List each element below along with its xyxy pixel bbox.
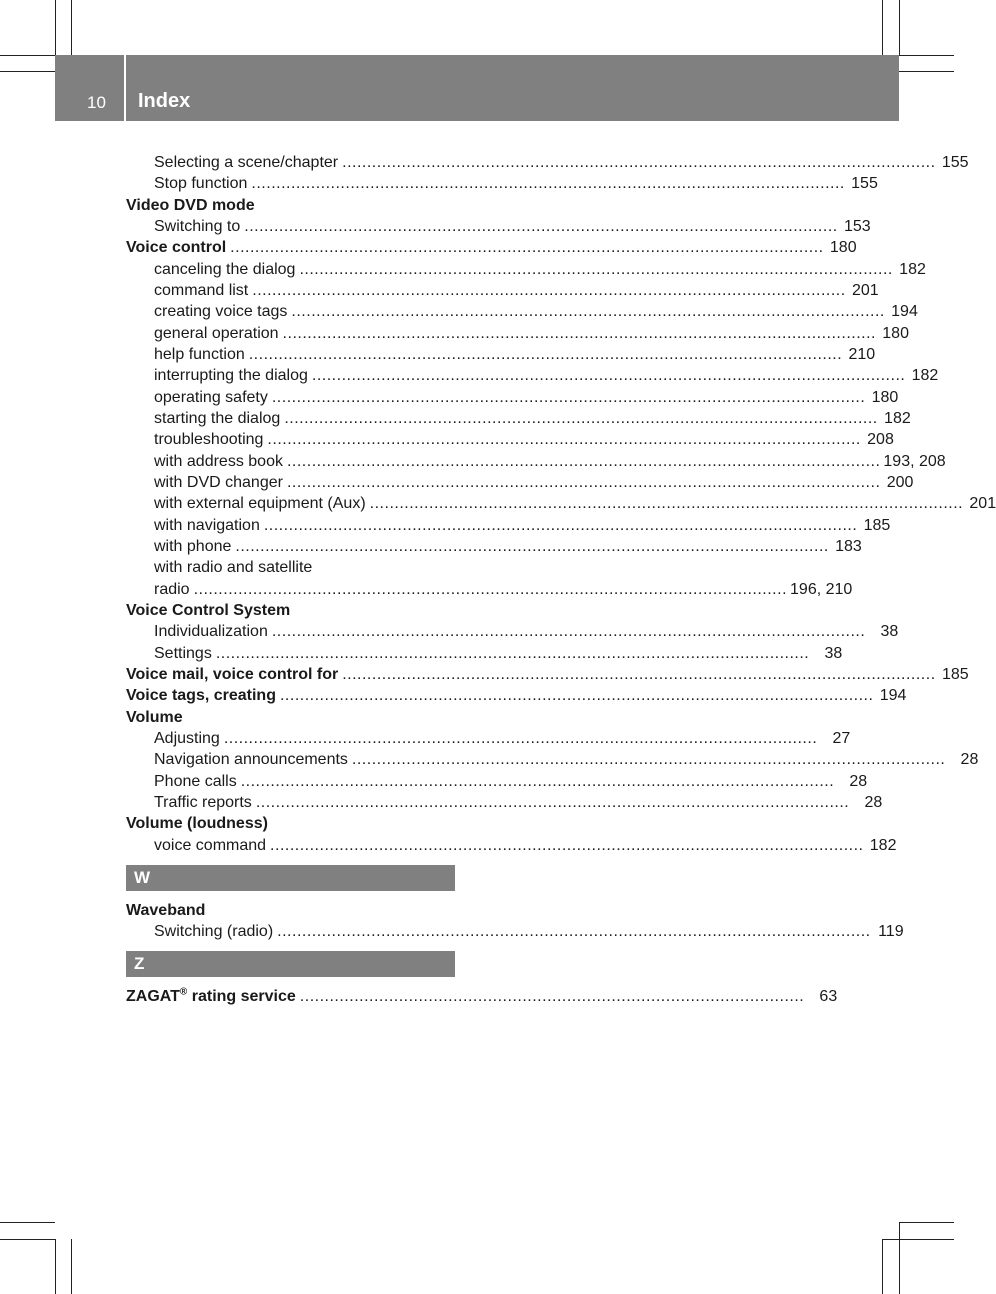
index-subentry xyxy=(126,173,878,194)
entry-text: interrupting the dialog xyxy=(154,367,308,385)
index-subentry xyxy=(126,344,876,365)
entry-page: 193, 208 xyxy=(883,452,946,470)
entry-text: general operation xyxy=(154,324,279,342)
index-heading xyxy=(126,195,455,216)
index-subentry xyxy=(126,536,862,557)
index-heading xyxy=(126,685,907,706)
index-subentry xyxy=(126,408,911,429)
leader-dots: ........................................................................................................................ xyxy=(270,836,864,854)
crop-mark xyxy=(0,71,55,72)
crop-mark xyxy=(71,0,72,55)
entry-text: with phone xyxy=(154,537,232,555)
entry-text: Traffic reports xyxy=(154,793,252,811)
entry-text: Voice tags, creating xyxy=(126,687,276,705)
entry-page: 38 xyxy=(824,644,843,662)
index-subentry xyxy=(126,728,851,749)
index-subentry xyxy=(126,216,871,237)
index-subentry xyxy=(126,557,455,578)
page-header xyxy=(55,55,899,121)
leader-dots: ........................................................................................................................ xyxy=(255,793,850,811)
entry-page: 182 xyxy=(869,836,897,854)
index-subentry xyxy=(126,301,918,322)
crop-mark xyxy=(882,1239,954,1240)
leader-dots: ........................................................................................................................ xyxy=(215,644,810,662)
index-subentry xyxy=(126,280,879,301)
leader-dots: ........................................................................................................................ xyxy=(279,687,874,705)
index-subentry xyxy=(126,493,996,514)
entry-text: Voice Control System xyxy=(126,601,291,619)
leader-dots: ...................................................................................................... xyxy=(299,988,805,1006)
entry-page: 201 xyxy=(969,495,996,513)
entry-page: 28 xyxy=(864,793,883,811)
entry-page: 28 xyxy=(849,772,868,790)
leader-dots: ........................................................................................................................ xyxy=(223,729,818,747)
crop-mark xyxy=(899,0,900,55)
entry-page: 153 xyxy=(844,217,871,235)
index-subentry xyxy=(126,387,899,408)
entry-page: 182 xyxy=(911,367,939,385)
crop-mark xyxy=(0,1222,55,1223)
entry-text: command list xyxy=(154,281,249,299)
page-number: 10 xyxy=(87,93,106,112)
index-subentry xyxy=(126,771,868,792)
leader-dots: ........................................................................................................................ xyxy=(240,772,835,790)
letter-bar-z: Z xyxy=(126,951,455,977)
entry-text: with external equipment (Aux) xyxy=(154,495,366,513)
entry-page: 155 xyxy=(851,175,878,193)
entry-text: Navigation announcements xyxy=(154,751,348,769)
leader-dots: ........................................................................................................................ xyxy=(311,367,906,385)
entry-page: 201 xyxy=(851,281,879,299)
leader-dots: ........................................................................................................................ xyxy=(251,175,845,193)
crop-mark xyxy=(899,71,954,72)
entry-text: Voice control xyxy=(126,239,227,257)
crop-mark xyxy=(899,1222,900,1294)
leader-dots: ........................................................................................................................ xyxy=(299,260,893,278)
index-heading xyxy=(126,664,969,685)
header-divider xyxy=(124,55,126,121)
entry-text: Video DVD mode xyxy=(126,196,255,214)
entry-text: with DVD changer xyxy=(154,473,283,491)
leader-dots: ........................................................................................................................ xyxy=(235,537,829,555)
entry-page: 63 xyxy=(819,988,838,1006)
entry-page: 180 xyxy=(882,324,909,342)
entry-page: 194 xyxy=(879,687,907,705)
crop-mark xyxy=(899,55,954,56)
entry-page: 180 xyxy=(871,388,899,406)
entry-page: 119 xyxy=(878,923,904,941)
leader-dots: ........................................................................................................................ xyxy=(271,388,866,406)
index-subentry xyxy=(126,621,899,642)
crop-mark xyxy=(0,1239,55,1240)
entry-page: 180 xyxy=(829,239,857,257)
entry-text: Volume xyxy=(126,708,183,726)
index-heading xyxy=(126,600,455,621)
entry-text: Volume (loudness) xyxy=(126,815,268,833)
index-subentry xyxy=(126,323,909,344)
index-subentry xyxy=(126,365,939,386)
entry-page: 185 xyxy=(941,665,969,683)
entry-text: ZAGAT® rating service xyxy=(126,987,296,1006)
index-heading xyxy=(126,237,857,258)
entry-text: voice command xyxy=(154,836,267,854)
index-subentry xyxy=(126,921,904,942)
index-heading xyxy=(126,813,455,834)
entry-text: Stop function xyxy=(154,175,248,193)
leader-dots: ........................................................................................................................ xyxy=(351,751,946,769)
leader-dots: ........................................................................................................................ xyxy=(342,154,936,171)
index-entries-w xyxy=(126,900,904,943)
entry-text: Selecting a scene/chapter xyxy=(154,154,339,171)
entry-text: Individualization xyxy=(154,623,268,641)
index-subentry xyxy=(126,515,891,536)
index-column xyxy=(126,152,996,1008)
index-heading xyxy=(126,707,455,728)
index-subentry xyxy=(126,429,894,450)
entry-text: Voice mail, voice control for xyxy=(126,665,339,683)
crop-mark xyxy=(899,1222,954,1223)
index-heading xyxy=(126,900,455,921)
index-subentry xyxy=(126,835,897,856)
entry-page: 208 xyxy=(867,431,894,449)
index-entries xyxy=(126,152,996,856)
index-subentry xyxy=(126,643,843,664)
entry-page: 185 xyxy=(863,516,891,534)
entry-text: Switching to xyxy=(154,217,241,235)
entry-text: starting the dialog xyxy=(154,409,281,427)
entry-page: 27 xyxy=(832,729,851,747)
index-subentry xyxy=(126,152,969,173)
entry-text: canceling the dialog xyxy=(154,260,296,278)
entry-page: 38 xyxy=(880,623,899,641)
entry-text: Adjusting xyxy=(154,729,220,747)
leader-dots: ........................................................................................................................ xyxy=(286,473,881,491)
entry-text: radio xyxy=(154,580,190,598)
crop-mark xyxy=(71,1239,72,1294)
entry-text: Phone calls xyxy=(154,772,237,790)
letter-bar-w: W xyxy=(126,865,455,891)
leader-dots: ........................................................................................................................ xyxy=(248,345,843,363)
crop-mark xyxy=(55,1239,56,1294)
entry-text: Switching (radio) xyxy=(154,923,274,941)
entry-text: creating voice tags xyxy=(154,303,288,321)
entry-page: 196, 210 xyxy=(790,580,853,598)
crop-mark xyxy=(0,55,55,56)
entry-page: 183 xyxy=(835,537,862,555)
leader-dots: ........................................................................................................................ xyxy=(193,580,788,598)
page-title: Index xyxy=(138,90,191,112)
entry-page: 155 xyxy=(941,154,969,171)
leader-dots: ........................................................................................................................ xyxy=(244,217,838,235)
leader-dots: ........................................................................................................................ xyxy=(271,623,866,641)
leader-dots: ........................................................................................................................ xyxy=(230,239,824,257)
entry-text: with radio and satellite xyxy=(154,559,313,577)
entry-text: with address book xyxy=(154,452,283,470)
entry-page: 28 xyxy=(960,751,979,769)
entry-page: 182 xyxy=(899,260,926,278)
index-subentry xyxy=(126,792,883,813)
index-subentry xyxy=(126,472,914,493)
leader-dots: ........................................................................................................................ xyxy=(286,452,881,470)
leader-dots: ........................................................................................................................ xyxy=(284,409,878,427)
entry-page: 194 xyxy=(891,303,918,321)
leader-dots: ........................................................................................................................ xyxy=(277,923,871,941)
index-subentry xyxy=(126,451,946,472)
index-subentry xyxy=(126,749,979,770)
crop-mark xyxy=(882,1239,883,1294)
entry-text: Waveband xyxy=(126,901,206,919)
leader-dots: ........................................................................................................................ xyxy=(252,281,846,299)
entry-text: help function xyxy=(154,345,245,363)
entry-page: 210 xyxy=(848,345,876,363)
crop-mark xyxy=(55,0,56,55)
index-subentry xyxy=(126,259,926,280)
entry-page: 200 xyxy=(886,473,914,491)
crop-mark xyxy=(882,0,883,55)
entry-text: troubleshooting xyxy=(154,431,264,449)
leader-dots: ........................................................................................................................ xyxy=(369,495,964,513)
leader-dots: ........................................................................................................................ xyxy=(267,431,861,449)
entry-text: operating safety xyxy=(154,388,268,406)
entry-text: Settings xyxy=(154,644,212,662)
entry-text: with navigation xyxy=(154,516,260,534)
leader-dots: ........................................................................................................................ xyxy=(263,516,858,534)
index-entry-zagat xyxy=(126,986,838,1007)
leader-dots: ........................................................................................................................ xyxy=(291,303,885,321)
leader-dots: ........................................................................................................................ xyxy=(282,324,876,342)
entry-page: 182 xyxy=(884,409,911,427)
index-subentry xyxy=(126,579,853,600)
leader-dots: ........................................................................................................................ xyxy=(342,665,936,683)
